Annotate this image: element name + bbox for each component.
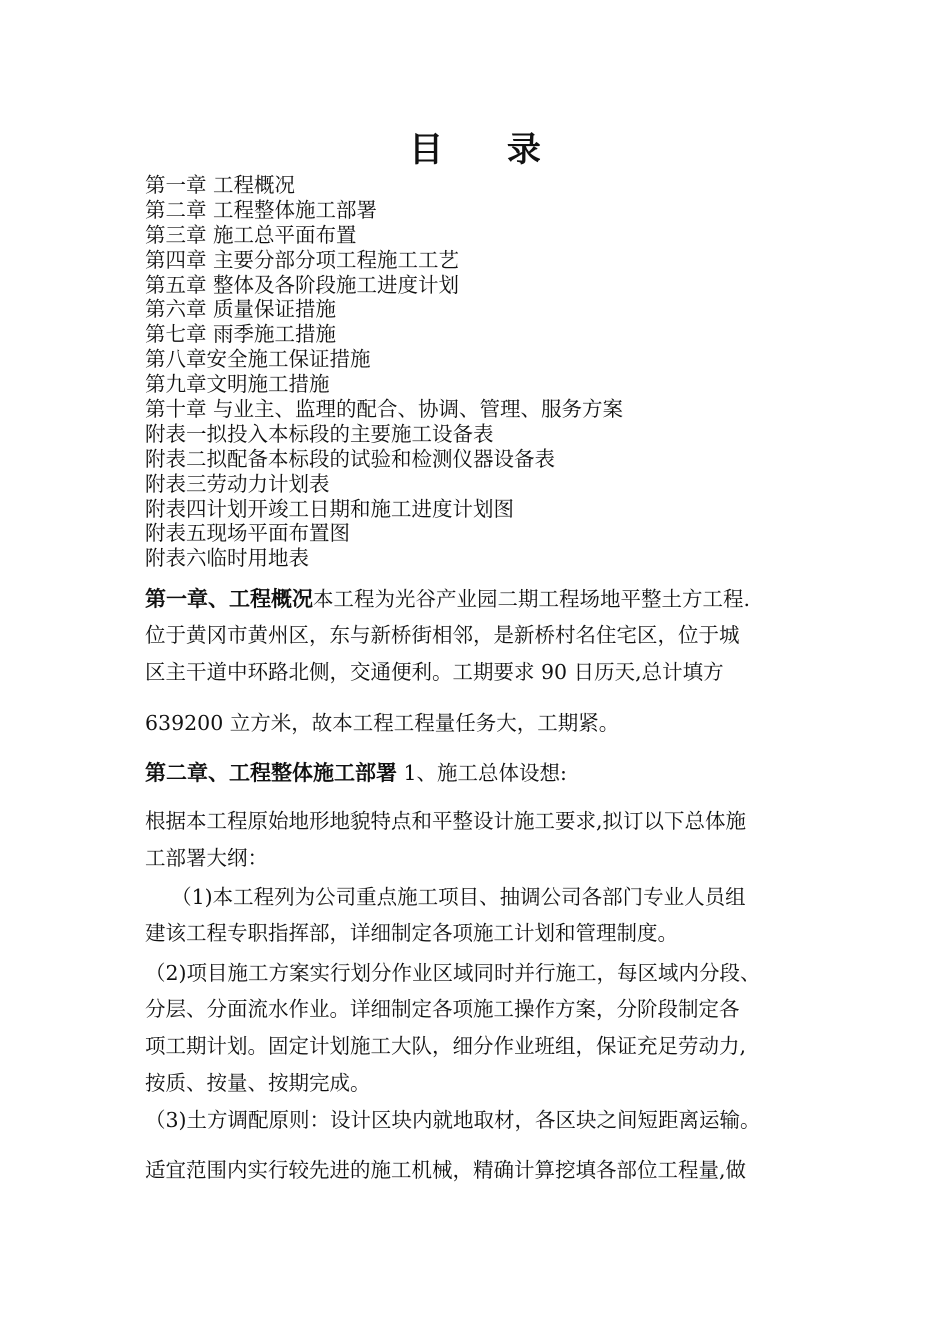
chapter2-paragraph-line: 分层、分面流水作业。详细制定各项施工操作方案，分阶段制定各 bbox=[145, 997, 740, 1021]
chapter1-text: 本工程为光谷产业园二期工程场地平整土方工程. bbox=[313, 587, 751, 611]
toc-item: 第四章 主要分部分项工程施工工艺 bbox=[145, 247, 460, 272]
toc-list bbox=[145, 173, 845, 571]
toc-item: 附表四计划开竣工日期和施工进度计划图 bbox=[145, 496, 514, 521]
toc-item: 第六章 质量保证措施 bbox=[145, 297, 337, 322]
toc-item: 第三章 施工总平面布置 bbox=[145, 222, 357, 247]
chapter2-paragraph-line: 项工期计划。固定计划施工大队，细分作业班组，保证充足劳动力, bbox=[145, 1034, 747, 1058]
chapter2-paragraph-line: （2)项目施工方案实行划分作业区域同时并行施工，每区域内分段、 bbox=[145, 961, 761, 985]
chapter2-paragraph-line: 建该工程专职指挥部，详细制定各项施工计划和管理制度。 bbox=[145, 921, 678, 945]
toc-item: 第二章 工程整体施工部署 bbox=[145, 197, 378, 222]
chapter2-paragraph-line: 工部署大纲： bbox=[145, 846, 268, 870]
toc-item: 第一章 工程概况 bbox=[145, 173, 296, 197]
chapter2-paragraph-line: 适宜范围内实行较先进的施工机械，精确计算挖填各部位工程量,做 bbox=[145, 1158, 747, 1182]
chapter1-paragraph-line: 区主干道中环路北侧，交通便利。工期要求 90 日历天,总计填方 bbox=[145, 660, 724, 684]
chapter2-heading: 第二章、工程整体施工部署 bbox=[145, 761, 397, 785]
toc-title: 目 录 bbox=[409, 130, 567, 170]
chapter1-paragraph-line bbox=[145, 584, 815, 614]
chapter1-paragraph-line: 639200 立方米，故本工程工程量任务大，工期紧。 bbox=[145, 711, 620, 735]
toc-item: 第九章文明施工措施 bbox=[145, 372, 330, 397]
chapter2-paragraph-line: 根据本工程原始地形地貌特点和平整设计施工要求,拟订以下总体施 bbox=[145, 809, 747, 833]
toc-item: 附表一拟投入本标段的主要施工设备表 bbox=[145, 421, 494, 446]
toc-item: 附表三劳动力计划表 bbox=[145, 471, 330, 496]
chapter1-paragraph-line: 位于黄冈市黄州区，东与新桥街相邻，是新桥村名住宅区，位于城 bbox=[145, 623, 740, 647]
chapter2-paragraph-line: 按质、按量、按期完成。 bbox=[145, 1071, 371, 1095]
toc-item: 第八章安全施工保证措施 bbox=[145, 347, 371, 372]
toc-item: 第七章 雨季施工措施 bbox=[145, 322, 337, 347]
toc-item: 附表二拟配备本标段的试验和检测仪器设备表 bbox=[145, 446, 555, 471]
toc-item: 第五章 整体及各阶段施工进度计划 bbox=[145, 272, 460, 297]
chapter2-heading-line bbox=[145, 758, 815, 788]
toc-item: 第十章 与业主、监理的配合、协调、管理、服务方案 bbox=[145, 397, 624, 422]
chapter2-paragraph-line: （3)土方调配原则：设计区块内就地取材，各区块之间短距离运输。 bbox=[145, 1108, 761, 1132]
chapter2-paragraph-line: （1)本工程列为公司重点施工项目、抽调公司各部门专业人员组 bbox=[145, 885, 746, 909]
toc-item: 附表六临时用地表 bbox=[145, 546, 309, 571]
chapter2-subheading: 1、施工总体设想: bbox=[397, 761, 567, 785]
chapter1-heading: 第一章、工程概况 bbox=[145, 587, 313, 611]
toc-item: 附表五现场平面布置图 bbox=[145, 521, 350, 546]
